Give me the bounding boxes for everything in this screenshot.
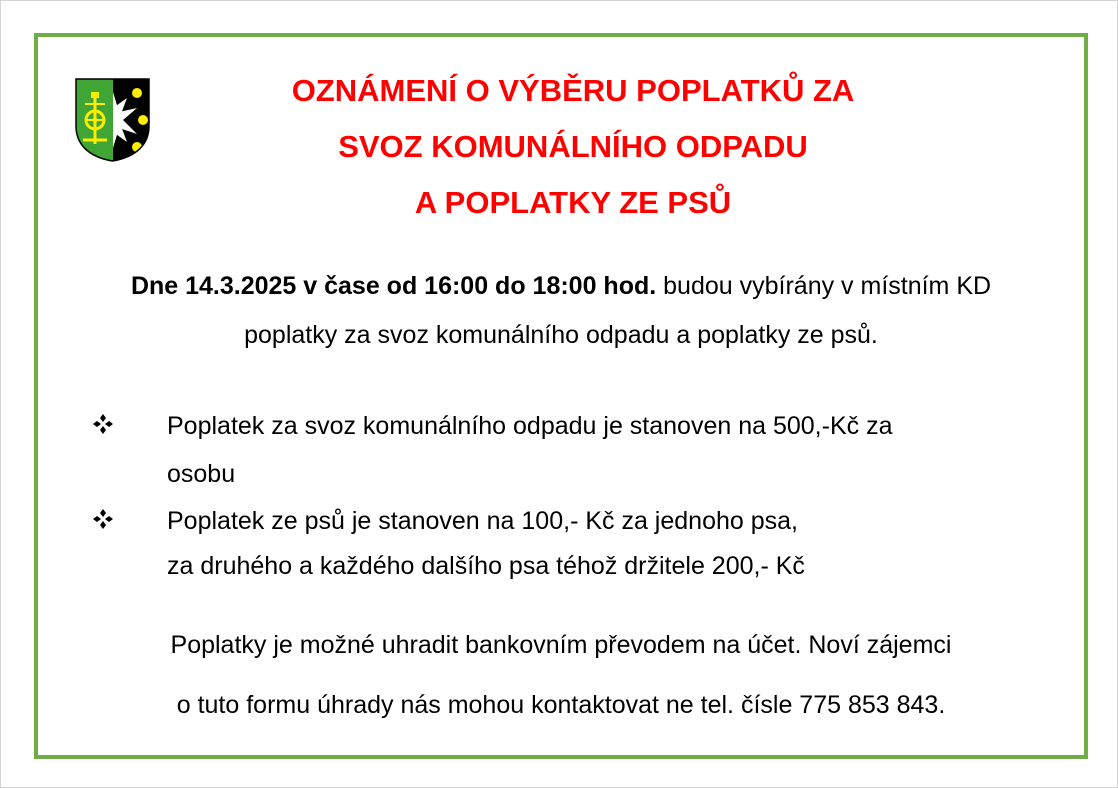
intro-line-2: poplatky za svoz komunálního odpadu a poplatky ze psů. [244, 321, 878, 349]
diamond-bullet-icon [92, 508, 114, 530]
fee-waste-line-1: Poplatek za svoz komunálního odpadu je stanoven na 500,-Kč za [167, 412, 893, 440]
payment-info-line-2: o tuto formu úhrady nás mohou kontaktovat ne tel. čísle 775 853 843. [176, 691, 946, 719]
notice-title-line-3: A POPLATKY ZE PSŮ [414, 185, 732, 220]
fee-dog-line-1: Poplatek ze psů je stanoven na 100,- Kč za jednoho psa, [167, 507, 798, 535]
intro-date-time: Dne 14.3.2025 v čase od 16:00 do 18:00 hod. [130, 272, 657, 300]
intro-rest: budou vybírány v místním KD [656, 272, 992, 300]
notice-title-line-2: SVOZ KOMUNÁLNÍHO ODPADU [338, 129, 808, 164]
intro-line-1 [40, 271, 1082, 301]
fee-waste-line-2: osobu [167, 460, 236, 488]
fee-dog-line-2: za druhého a každého dalšího psa téhož držitele 200,- Kč [167, 552, 805, 580]
notice-title-line-1: OZNÁMENÍ O VÝBĚRU POPLATKŮ ZA [291, 73, 855, 108]
payment-info-line-1: Poplatky je možné uhradit bankovním převodem na účet. Noví zájemci [170, 631, 952, 659]
diamond-bullet-icon [92, 413, 114, 435]
municipal-coat-of-arms-icon [75, 78, 150, 162]
